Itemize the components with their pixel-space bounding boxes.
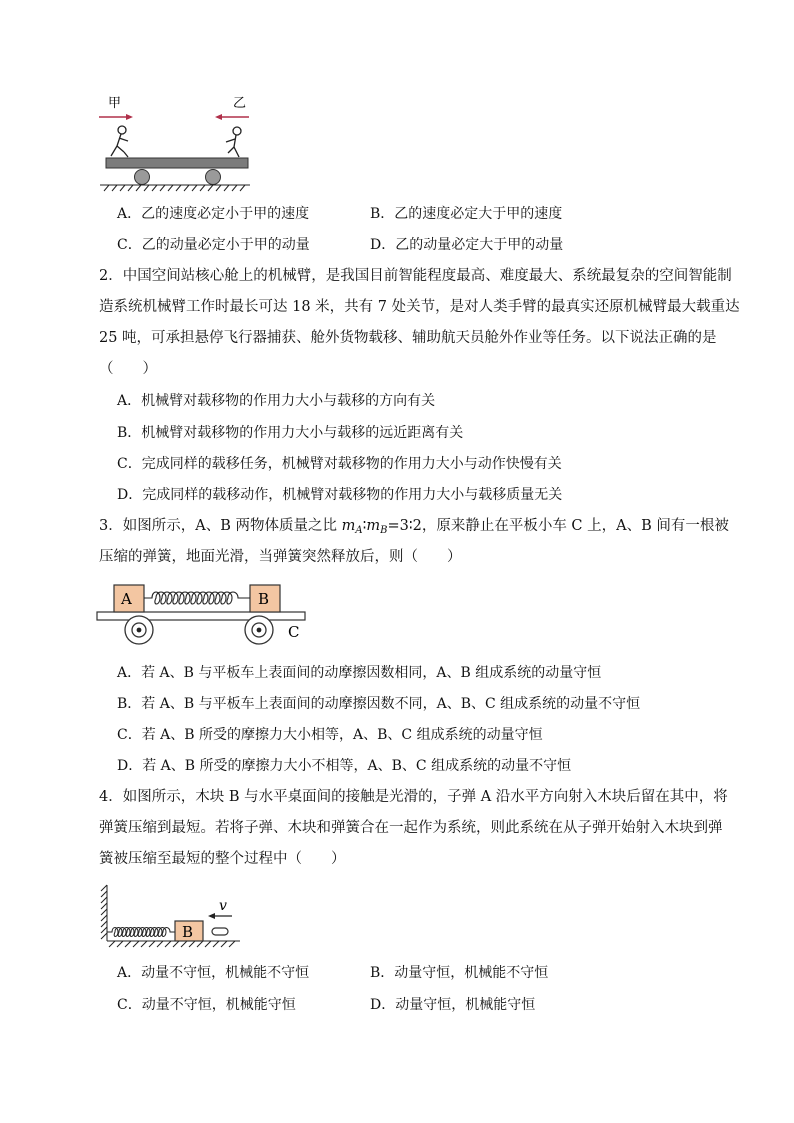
q2-option-b[interactable]: B．机械臂对载移物的作用力大小与载移的远近距离有关 [117, 425, 464, 441]
q4-wall [101, 885, 107, 941]
q3-sub-b: B [380, 525, 388, 536]
q2-option-d[interactable]: D．完成同样的载移动作，机械臂对载移物的作用力大小与载移质量无关 [117, 487, 563, 503]
q1-option-b[interactable]: B．乙的速度必定大于甲的速度 [370, 206, 563, 222]
q3-block-a-label: A [121, 590, 132, 608]
q3-cart-label: C [288, 623, 300, 641]
q1-wheel-left [135, 170, 150, 185]
q4-option-b[interactable]: B．动量守恒，机械能不守恒 [370, 965, 549, 981]
q2-option-a[interactable]: A．机械臂对载移物的作用力大小与载移的方向有关 [117, 393, 436, 409]
q1-arrow-left-icon [215, 114, 249, 120]
q4-option-a[interactable]: A．动量不守恒，机械能不守恒 [117, 965, 310, 981]
q4-stem-line-3: 簧被压缩至最短的整个过程中（ ） [99, 851, 346, 867]
q2-option-c[interactable]: C．完成同样的载移任务，机械臂对载移物的作用力大小与动作快慢有关 [117, 456, 562, 472]
q4-block-b-label: B [182, 923, 194, 941]
q1-person-yi-icon [226, 127, 241, 157]
q3-mass-symbol-a: m [341, 518, 356, 534]
q3-figure [94, 580, 314, 650]
q1-option-c[interactable]: C．乙的动量必定小于甲的动量 [117, 237, 310, 253]
q1-label-jia: 甲 [108, 96, 122, 111]
q1-label-yi: 乙 [233, 96, 247, 111]
q3-cart-platform [97, 612, 305, 620]
q3-stem-line-2: 压缩的弹簧，地面光滑，当弹簧突然释放后，则（ ） [99, 549, 462, 565]
q3-wheel-right-icon [245, 616, 273, 644]
q3-colon: ∶ [362, 518, 367, 534]
q4-figure [95, 883, 245, 953]
q3-wheel-left-icon [125, 616, 153, 644]
q3-mass-symbol-b: m [366, 518, 381, 534]
q4-option-c[interactable]: C．动量不守恒，机械能守恒 [117, 997, 296, 1013]
q4-bullet-icon [212, 928, 228, 935]
q4-ground [107, 941, 240, 947]
q3-stem-1a: 3．如图所示，A、B 两物体质量之比 [99, 518, 342, 534]
q1-person-jia-icon [111, 126, 128, 157]
q3-block-b-label: B [258, 590, 270, 608]
q4-stem-line-2: 弹簧压缩到最短。若将子弹、木块和弹簧合在一起作为系统，则此系统在从子弹开始射入木块到弹 [99, 820, 723, 836]
q1-wheel-right [206, 170, 221, 185]
q3-option-c[interactable]: C．若 A、B 所受的摩擦力大小相等，A、B、C 组成系统的动量守恒 [117, 727, 543, 743]
q3-sub-a: A [355, 525, 363, 536]
q2-stem-line-1: 2．中国空间站核心舱上的机械臂，是我国目前智能程度最高、难度最大、系统最复杂的空间智能制 [99, 268, 732, 284]
q2-stem-line-2: 造系统机械臂工作时最长可达 18 米，共有 7 处关节，是对人类手臂的最真实还原机械臂最大载重达 [99, 299, 740, 315]
q3-option-d[interactable]: D．若 A、B 所受的摩擦力大小不相等，A、B、C 组成系统的动量不守恒 [117, 758, 572, 774]
q3-option-a[interactable]: A．若 A、B 与平板车上表面间的动摩擦因数相同，A、B 组成系统的动量守恒 [117, 665, 602, 681]
q2-stem-line-3: 25 吨，可承担悬停飞行器捕获、舱外货物载移、辅助航天员舱外作业等任务。以下说法正确的是 [99, 330, 717, 346]
q4-spring-icon [107, 928, 175, 937]
q4-stem-line-1: 4．如图所示，木块 B 与水平桌面间的接触是光滑的，子弹 A 沿水平方向射入木块后留在其中，将 [99, 789, 728, 805]
q1-option-d[interactable]: D．乙的动量必定大于甲的动量 [370, 237, 564, 253]
q3-spring-icon [144, 592, 250, 604]
q2-stem-line-4: （ ） [99, 361, 157, 377]
q3-stem-line-1 [99, 516, 729, 541]
q3-option-b[interactable]: B．若 A、B 与平板车上表面间的动摩擦因数不同，A、B、C 组成系统的动量不守恒 [117, 696, 641, 712]
q1-board [106, 158, 248, 168]
q4-option-d[interactable]: D．动量守恒，机械能守恒 [370, 997, 536, 1013]
q1-figure [95, 90, 255, 195]
q4-velocity-label: v [219, 898, 227, 914]
q1-arrow-right-icon [99, 114, 133, 120]
q1-ground [100, 185, 250, 191]
q3-stem-1b: =3∶2，原来静止在平板小车 C 上，A、B 间有一根被 [387, 518, 729, 534]
q1-option-a[interactable]: A．乙的速度必定小于甲的速度 [117, 206, 310, 222]
